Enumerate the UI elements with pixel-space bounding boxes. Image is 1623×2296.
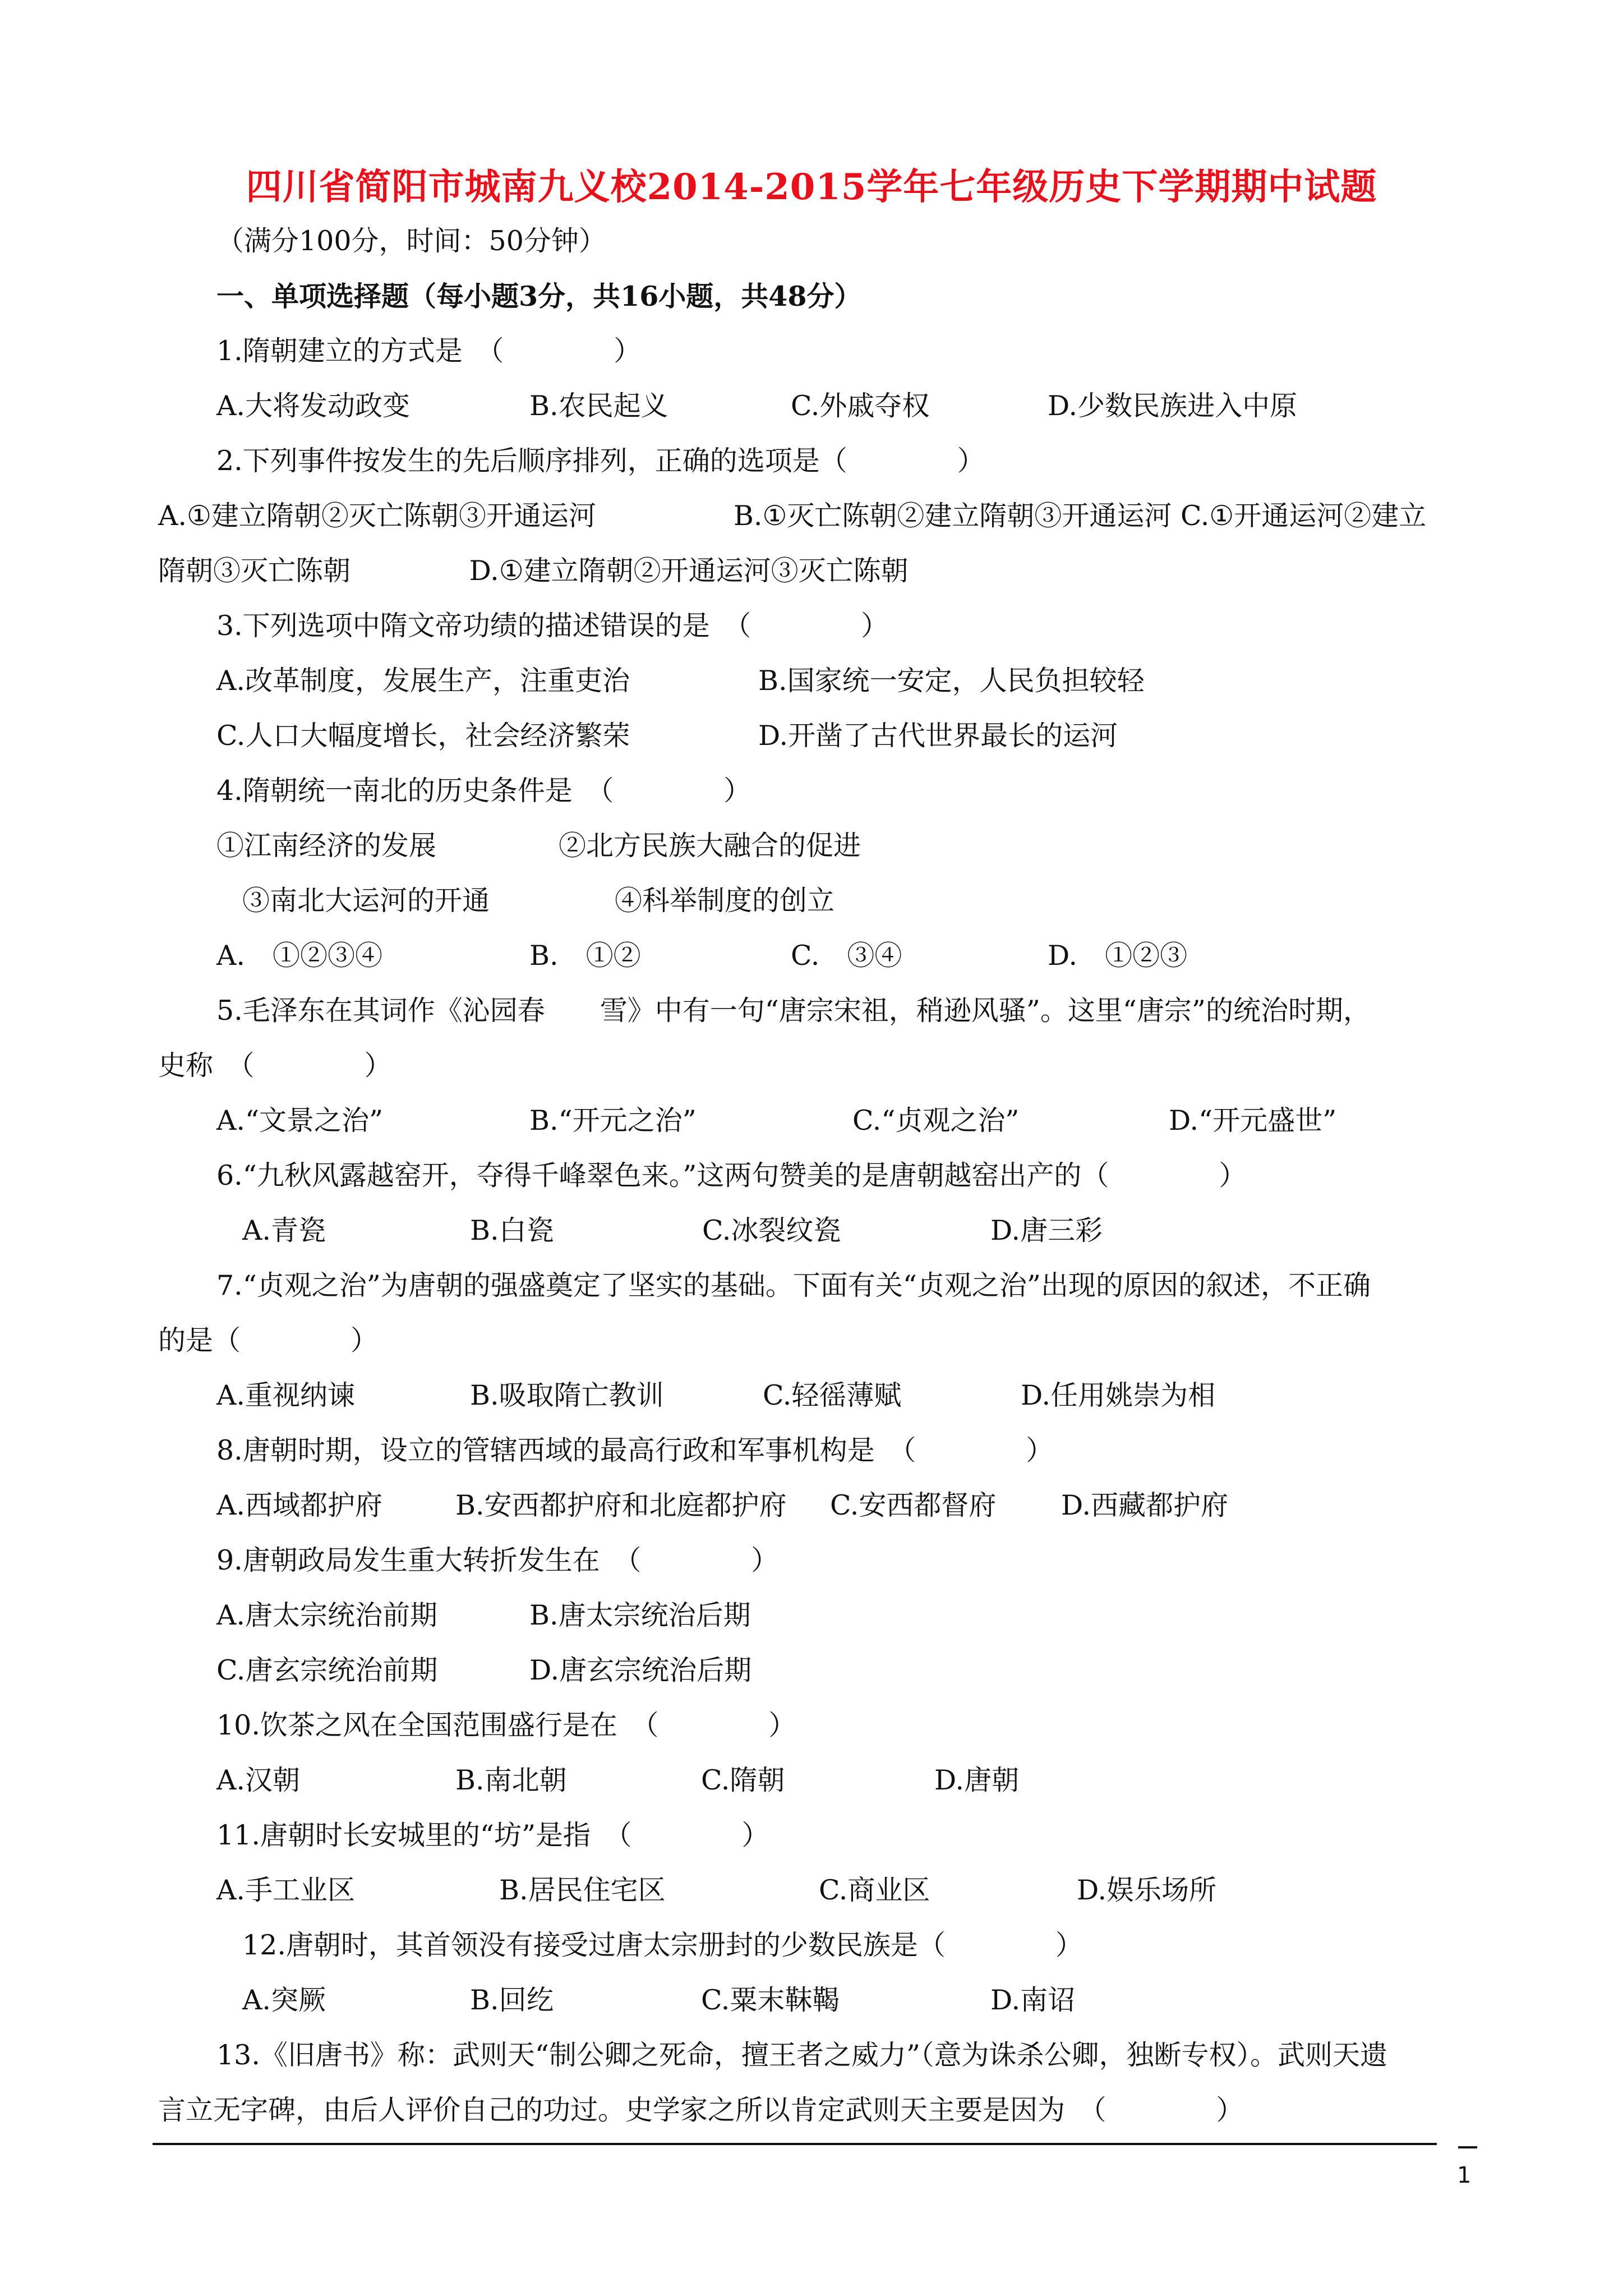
question-3-option-d: D.开凿了古代世界最长的运河	[758, 720, 1118, 752]
question-11-option-a: A.手工业区	[216, 1874, 355, 1906]
section-heading: 一、单项选择题（每小题3分，共16小题，共48分）	[216, 280, 862, 312]
question-10-option-d: D.唐朝	[934, 1764, 1020, 1796]
question-4-option-d: D. ①②③	[1048, 940, 1188, 972]
question-7-stem: 7.“贞观之治”为唐朝的强盛奠定了坚实的基础。下面有关“贞观之治”出现的原因的叙述，不正确	[216, 1269, 1371, 1301]
footer-rule	[153, 2143, 1437, 2145]
question-2-stem: 2.下列事件按发生的先后顺序排列，正确的选项是（ ）	[216, 445, 985, 477]
question-6-option-c: C.冰裂纹瓷	[702, 1214, 841, 1246]
question-10-option-a: A.汉朝	[216, 1764, 300, 1796]
question-7-stem-continued: 的是（ ）	[158, 1324, 379, 1356]
question-2-options-line-2: 隋朝③灭亡陈朝 D.①建立隋朝②开通运河③灭亡陈朝	[158, 555, 909, 587]
question-6-option-d: D.唐三彩	[990, 1214, 1103, 1246]
question-11-option-b: B.居民住宅区	[499, 1874, 666, 1906]
question-8-option-d: D.西藏都护府	[1061, 1489, 1229, 1521]
question-7-option-b: B.吸取隋亡教训	[470, 1379, 664, 1411]
question-13-stem: 13.《旧唐书》称：武则天“制公卿之死命，擅王者之威力”（意为诛杀公卿，独断专权）。武则天遗	[216, 2039, 1388, 2071]
question-8-option-c: C.安西都督府	[830, 1489, 997, 1521]
question-1-option-b: B.农民起义	[529, 390, 668, 422]
question-4-item-2: ②北方民族大融合的促进	[559, 830, 861, 862]
question-1-option-a: A.大将发动政变	[216, 390, 410, 422]
question-4-item-1: ①江南经济的发展	[216, 830, 437, 862]
question-7-option-d: D.任用姚崇为相	[1021, 1379, 1216, 1411]
question-9-stem: 9.唐朝政局发生重大转折发生在 （ ）	[216, 1544, 779, 1576]
question-8-option-b: B.安西都护府和北庭都护府	[455, 1489, 787, 1521]
question-12-option-c: C.粟末靺鞨	[701, 1984, 840, 2016]
question-12-stem: 12.唐朝时，其首领没有接受过唐太宗册封的少数民族是（ ）	[242, 1929, 1083, 1961]
question-6-option-b: B.白瓷	[470, 1214, 554, 1246]
question-4-item-4: ④科举制度的创立	[615, 885, 835, 917]
question-6-option-a: A.青瓷	[242, 1214, 326, 1246]
question-4-stem: 4.隋朝统一南北的历史条件是 （ ）	[216, 775, 751, 807]
question-12-option-b: B.回纥	[470, 1984, 554, 2016]
question-9-option-b: B.唐太宗统治后期	[529, 1599, 751, 1631]
question-4-item-3: ③南北大运河的开通	[242, 885, 490, 917]
question-1-option-c: C.外戚夺权	[791, 390, 930, 422]
question-10-stem: 10.饮茶之风在全国范围盛行是在 （ ）	[216, 1709, 796, 1741]
question-5-stem-continued: 史称 （ ）	[158, 1050, 392, 1082]
question-5-stem: 5.毛泽东在其词作《沁园春 雪》中有一句“唐宗宋祖，稍逊风骚”。这里“唐宗”的统治时期，	[216, 995, 1371, 1027]
question-7-option-c: C.轻徭薄赋	[763, 1379, 902, 1411]
question-8-stem: 8.唐朝时期，设立的管辖西域的最高行政和军事机构是 （ ）	[216, 1434, 1054, 1466]
question-10-option-b: B.南北朝	[455, 1764, 567, 1796]
question-9-option-d: D.唐玄宗统治后期	[529, 1654, 752, 1686]
question-5-option-a: A.“文景之治”	[216, 1105, 384, 1137]
question-5-option-d: D.“开元盛世”	[1169, 1105, 1337, 1137]
exam-title: 四川省简阳市城南九义校2014-2015学年七年级历史下学期期中试题	[246, 166, 1377, 208]
question-10-option-c: C.隋朝	[701, 1764, 785, 1796]
question-4-option-a: A. ①②③④	[216, 940, 382, 972]
question-9-option-c: C.唐玄宗统治前期	[216, 1654, 438, 1686]
question-1-option-d: D.少数民族进入中原	[1048, 390, 1298, 422]
question-1-stem: 1.隋朝建立的方式是 （ ）	[216, 335, 642, 367]
question-12-option-a: A.突厥	[242, 1984, 326, 2016]
question-3-option-c: C.人口大幅度增长，社会经济繁荣	[216, 720, 630, 752]
question-9-option-a: A.唐太宗统治前期	[216, 1599, 437, 1631]
question-5-option-c: C.“贞观之治”	[852, 1105, 1020, 1137]
question-4-option-c: C. ③④	[791, 940, 902, 972]
question-6-stem: 6.“九秋风露越窑开，夺得千峰翠色来。”这两句赞美的是唐朝越窑出产的（ ）	[216, 1159, 1247, 1191]
question-2-options-line-1: A.①建立隋朝②灭亡陈朝③开通运河 B.①灭亡陈朝②建立隋朝③开通运河 C.①开通运河②建立	[158, 500, 1427, 532]
question-3-option-b: B.国家统一安定，人民负担较轻	[758, 665, 1145, 697]
page-number: 1	[1457, 2162, 1472, 2188]
question-12-option-d: D.南诏	[990, 1984, 1076, 2016]
footer-tick	[1458, 2146, 1477, 2148]
question-7-option-a: A.重视纳谏	[216, 1379, 355, 1411]
exam-subtitle: （满分100分，时间：50分钟）	[216, 225, 606, 257]
question-8-option-a: A.西域都护府	[216, 1489, 382, 1521]
question-13-stem-continued: 言立无字碑，由后人评价自己的功过。史学家之所以肯定武则天主要是因为 （ ）	[158, 2094, 1244, 2126]
question-5-option-b: B.“开元之治”	[529, 1105, 697, 1137]
question-4-option-b: B. ①②	[529, 940, 641, 972]
question-3-stem: 3.下列选项中隋文帝功绩的描述错误的是 （ ）	[216, 610, 889, 642]
question-11-option-c: C.商业区	[819, 1874, 930, 1906]
question-3-option-a: A.改革制度，发展生产，注重吏治	[216, 665, 630, 697]
question-11-option-d: D.娱乐场所	[1077, 1874, 1217, 1906]
question-11-stem: 11.唐朝时长安城里的“坊”是指 （ ）	[216, 1819, 769, 1851]
